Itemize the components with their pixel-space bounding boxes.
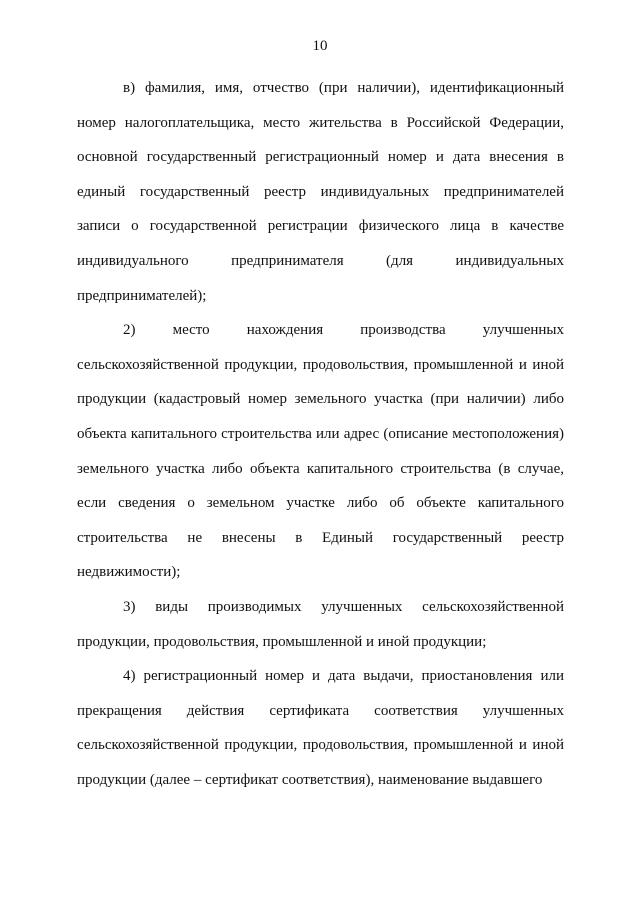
paragraph-product-types: 3) виды производимых улучшенных сельскохозяйственной продукции, продовольствия, промышленной и иной продукции; [77,598,564,650]
document-body [77,71,564,797]
paragraph-owner-details: в) фамилия, имя, отчество (при наличии), идентификационный номер налогоплательщика, место жительства в Российской Федерации, основной государственный регистрационный номер и дата внесения в единый государственный реестр индивидуальных предпринимателей записи о государственной регистрации физического лица в качестве индивидуального предпринимателя (для индивидуальных предпринимателей); [77,80,564,304]
paragraph-production-location: 2) место нахождения производства улучшенных сельскохозяйственной продукции, продовольствия, промышленной и иной продукции (кадастровый номер земельного участка (при наличии) либо объекта капитального строительства или адрес (описание местоположения) земельного участка либо объекта капитального строительства (в случае, если сведения о земельном участке либо об объекте капитального строительства не внесены в Единый государственный реестр недвижимости); [77,322,564,581]
paragraph-certificate-details: 4) регистрационный номер и дата выдачи, приостановления или прекращения действия сертификата соответствия улучшенных сельскохозяйственной продукции, продовольствия, промышленной и иной продукции (далее – сертификат соответствия), наименование выдавшего [77,668,564,788]
page-number: 10 [312,38,328,54]
